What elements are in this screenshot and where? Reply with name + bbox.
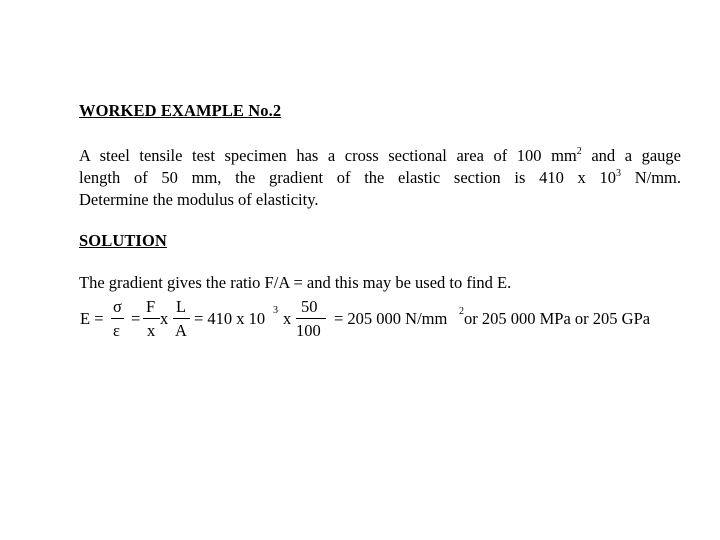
eq-F: F	[146, 297, 156, 316]
eq-L: L	[176, 297, 187, 316]
question-line-1-end: and a gauge	[581, 146, 681, 165]
eq-gradient-value: = 410 x 10	[194, 309, 266, 328]
eq-sigma: σ	[113, 297, 122, 316]
question-line-2-text: length of 50 mm, the gradient of the elastic section is 410 x 10	[79, 168, 616, 187]
question-line-2	[79, 167, 681, 189]
solution-text: The gradient gives the ratio F/A = and this may be used to find E.	[79, 273, 512, 292]
question-line-1	[79, 145, 681, 167]
question-line-3: Determine the modulus of elasticity.	[79, 190, 319, 209]
eq-numerator-50: 50	[301, 297, 318, 316]
eq-fraction-bar-3	[173, 318, 190, 319]
eq-x-denominator: x	[147, 321, 156, 340]
eq-fraction-bar-4	[296, 318, 326, 319]
eq-fraction-bar-2	[143, 318, 160, 319]
question-line-2-end: N/mm.	[621, 168, 682, 187]
area-exponent: 2	[576, 146, 582, 157]
question-paragraph	[79, 145, 681, 211]
solution-heading: SOLUTION	[79, 231, 167, 250]
eq-times-2: x	[283, 309, 292, 328]
eq-result: = 205 000 N/mm	[334, 309, 448, 328]
eq-A: A	[175, 321, 187, 340]
eq-exponent-2: 2	[459, 306, 464, 317]
gradient-exponent: 3	[616, 168, 621, 179]
eq-times-1: x	[160, 309, 169, 328]
question-line-1-text: A steel tensile test specimen has a cross sectional area of 100 mm	[79, 146, 577, 165]
eq-equals-1: =	[131, 309, 141, 328]
eq-epsilon: ε	[113, 321, 120, 340]
eq-exponent-3: 3	[273, 305, 278, 316]
example-heading: WORKED EXAMPLE No.2	[79, 101, 282, 120]
eq-denominator-100: 100	[296, 321, 321, 340]
eq-result-alternatives: or 205 000 MPa or 205 GPa	[464, 309, 651, 328]
eq-lhs: E =	[80, 309, 104, 328]
eq-fraction-bar-1	[111, 318, 124, 319]
